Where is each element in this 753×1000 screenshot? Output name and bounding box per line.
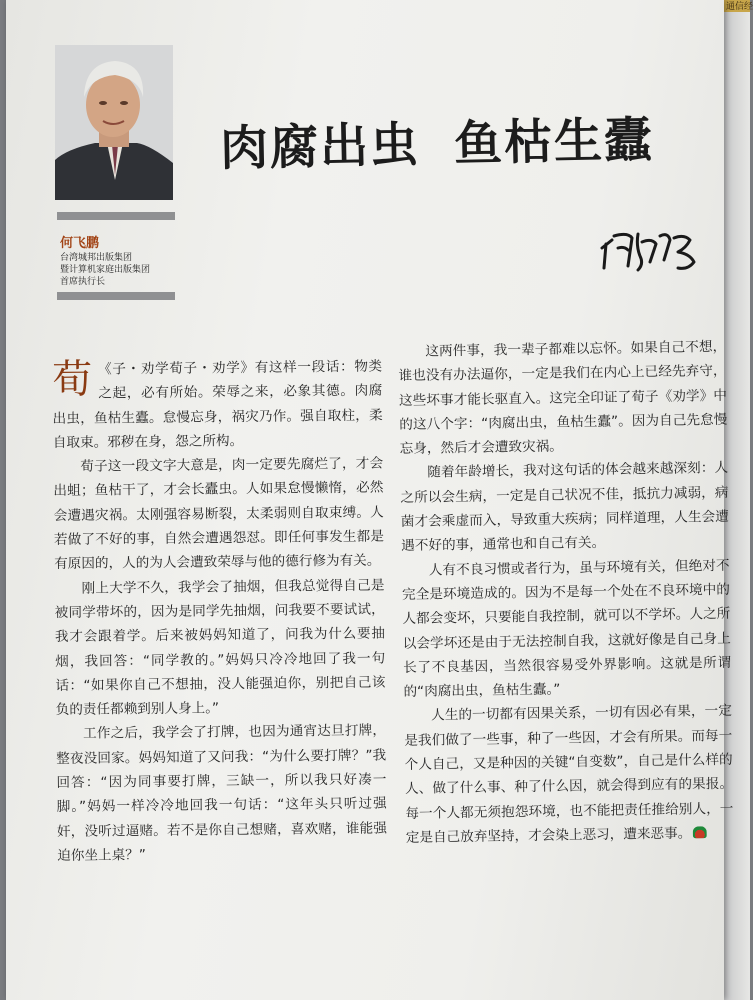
author-photo: [55, 45, 173, 200]
article-paragraph-6: 随着年龄增长，我对这句话的体会越来越深刻：人之所以会生病，一定是自己状况不佳，抵抗力减弱，病菌才会乘虚而入，导致重大疾病；同样道理，人生会遭遇不好的事，通常也和自己有关。: [400, 460, 729, 555]
article-paragraph-2: 荀子这一段文字大意是，肉一定要先腐烂了，才会出蛆；鱼枯干了，才会长蠹虫。人如果怠慢懒惰，必然会遭遇灾祸。太刚强容易断裂，太柔弱则自取束缚。人若做了不好的事，自然会遭遇怨怼。即任何事发生都是有原因的，人的为人会遭致荣辱与他的德行修为有关。: [53, 455, 384, 573]
author-titles: [60, 252, 150, 288]
article-right-column: [398, 335, 734, 850]
dropcap-lead: 《: [98, 361, 113, 378]
article-paragraph-8: [404, 699, 734, 850]
paragraph-text: 子・劝学荀子・劝学》有这样一段话：物类之起，必有所始。荣辱之来，必象其德。肉腐出虫，鱼枯生蠹。怠慢忘身，祸灾乃作。强自取柱，柔自取束。邪秽在身，怨之所构。: [52, 358, 383, 451]
article-end-icon: [693, 826, 707, 838]
article-paragraph-5: 这两件事，我一辈子都难以忘怀。如果自己不想，谁也没有办法逼你，一定是我们在内心上已经先弃守，这些坏事才能长驱直入。这完全印证了荀子《劝学》中的这八个字：“肉腐出虫，鱼枯生蠹”。因为自己先怠慢忘身，然后才会遭致灾祸。: [398, 338, 728, 458]
author-divider-bottom: [57, 292, 175, 300]
author-signature: [598, 218, 718, 278]
dropcap-letter: 荀: [51, 356, 93, 403]
next-page-tab-text: 通信经: [726, 2, 753, 12]
article-paragraph-7: 人有不良习惯或者行为，虽与环境有关，但绝对不完全是环境造成的。因为不是每一个处在不良环境中的人都会变坏，只要能自我控制，就可以不学坏。人之所以会学坏还是由于无法控制自我，这就好像是自己身上长了不良基因，当然很容易受外界影响。这就是所谓的“肉腐出虫，鱼枯生蠹。”: [401, 557, 732, 701]
author-title-line: 首席执行长: [60, 277, 106, 287]
author-divider-top: [57, 212, 175, 220]
article-paragraph-1: [52, 355, 383, 456]
headline-part-1: 肉腐出虫: [219, 116, 421, 177]
headline-part-2: 鱼枯生蠹: [453, 111, 655, 173]
article-paragraph-4: 工作之后，我学会了打牌，也因为通宵达旦打牌，整夜没回家。妈妈知道了又问我：“为什么要打牌？”我回答：“因为同事要打牌，三缺一，所以我只好凑一脚。”妈妈一样冷冷地回我一句话：“这年头只听过强奸，没听过逼赌。若不是你自己想赌，喜欢赌，谁能强迫你坐上桌？”: [56, 722, 388, 864]
author-name: 何飞鹏: [60, 236, 100, 251]
article-headline: [219, 101, 654, 179]
paragraph-text: 人生的一切都有因果关系，一切有因必有果，一定是我们做了一些事，种了一些因，才会有所果。而每一个人自己，又是种因的关键“自变数”，自己是什么样的人、做了什么事、种了什么因，就会得到应有的果报。每一个人都无须抱怨环境，也不能把责任推给别人，一定是自己放弃坚持，才会染上恶习，遭来恶事。: [404, 703, 734, 846]
author-title-line: 暨计算机家庭出版集团: [60, 265, 151, 275]
article-paragraph-3: 刚上大学不久，我学会了抽烟，但我总觉得自己是被同学带坏的，因为是同学先抽烟，问我要不要试试，我才会跟着学。后来被妈妈知道了，问我为什么要抽烟，我回答：“同学教的。”妈妈只冷冷地回了我一句话：“如果你自己不想抽，没人能强迫你，别把自己该负的责任都赖到别人身上。”: [54, 577, 386, 719]
article-left-column: [52, 355, 387, 869]
author-title-line: 台湾城邦出版集团: [60, 253, 133, 263]
